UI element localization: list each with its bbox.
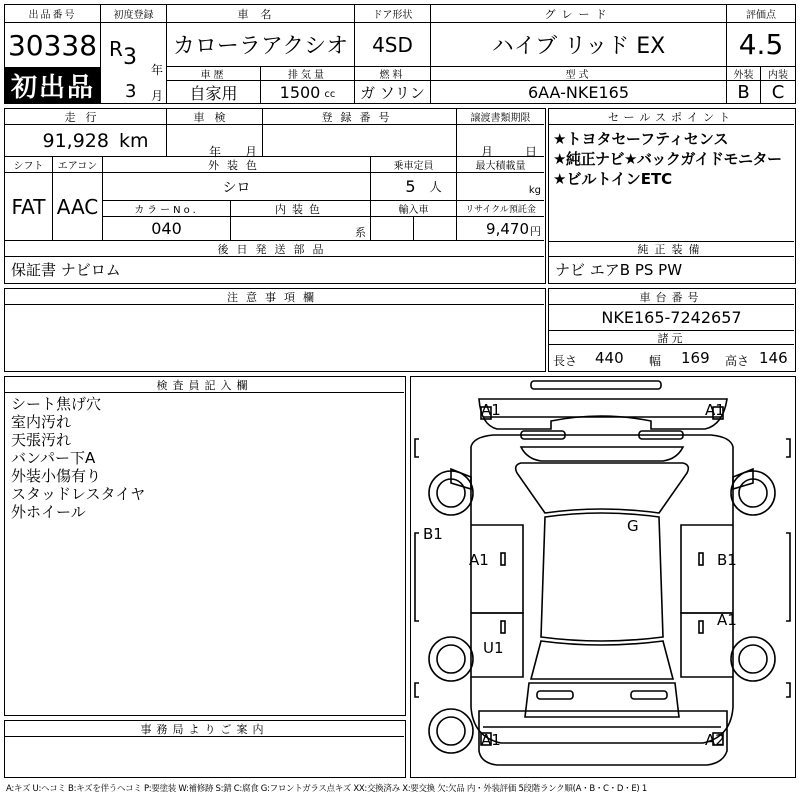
car-diagram — [411, 377, 794, 776]
left-front-handle — [501, 553, 505, 565]
car-name: カローラアクシオ — [167, 23, 355, 67]
first-reg-month: 3 — [125, 81, 137, 102]
fuel-label: 燃料 — [355, 67, 431, 81]
header-block — [4, 4, 796, 104]
damage-mark: B1 — [717, 551, 737, 569]
int-color-label: 内装色 — [231, 201, 371, 217]
import-cell-a — [371, 217, 414, 241]
recycle-label: リサイクル預託金 — [457, 201, 544, 217]
later-parts-value: 保証書 ナビロム — [11, 261, 121, 279]
grade-label: グレード — [431, 5, 727, 23]
door-label: ドア形状 — [355, 5, 431, 23]
lot-number: 30338 — [5, 23, 101, 67]
front-bumper-bar — [531, 381, 661, 389]
spare-wheel-inner — [437, 717, 465, 745]
import-label: 輸入車 — [371, 201, 457, 217]
displacement-label: 排気量 — [261, 67, 355, 81]
front-bumper-outline — [479, 399, 727, 429]
wheel-rear-right — [731, 637, 775, 681]
max-load-cell — [457, 173, 544, 201]
bracket-left-mid — [415, 533, 419, 621]
recycle-cell — [457, 217, 544, 241]
height-value: 146 — [759, 349, 788, 367]
office-label: 事務局よりご案内 — [5, 721, 404, 737]
inspection-year-unit: 年 — [209, 145, 222, 159]
mileage-unit: km — [118, 129, 149, 152]
legend: A:キズ U:ヘコミ B:キズを伴うヘコミ P:要塗装 W:補修跡 S:錆 C:腐食 G:フロントガラス点キズ XX:交換済み X:要交換 欠:欠品 内・外装評価 5段階ランク順(A・B・C・D・E) 1 — [6, 784, 647, 794]
fuel-value: ガ ソリン — [355, 81, 431, 103]
inspection-month-unit: 月 — [245, 145, 258, 159]
transfer-month-unit: 月 — [481, 145, 494, 159]
taillight-left — [537, 691, 573, 699]
exterior-score: B — [727, 81, 761, 103]
roof — [541, 513, 663, 641]
shift-label: シフト — [5, 157, 53, 173]
equipment-value: ナビ エアB PS PW — [555, 261, 683, 279]
int-color-unit: 系 — [355, 225, 366, 239]
windshield — [516, 463, 689, 513]
right-rear-handle — [699, 621, 703, 633]
capacity-unit: 人 — [429, 180, 442, 194]
max-load-unit: kg — [528, 185, 541, 196]
inspector-line: バンパー下A — [11, 449, 96, 467]
interior-score: C — [771, 81, 785, 103]
sales-points-block — [548, 108, 796, 284]
damage-mark: B1 — [423, 525, 443, 543]
inspector-notes — [11, 395, 145, 521]
year-unit: 年 — [151, 63, 164, 77]
score-value: 4.5 — [727, 23, 795, 67]
bracket-left-bot — [415, 683, 419, 697]
left-rear-handle — [501, 621, 505, 633]
mileage-value: 91,928 — [42, 129, 109, 152]
color-no-value: 040 — [103, 217, 231, 241]
score-label: 評価点 — [727, 5, 795, 23]
dims-label: 諸元 — [549, 331, 794, 345]
taillight-right — [631, 691, 667, 699]
damage-mark: A1 — [705, 401, 725, 419]
notes-block — [4, 288, 546, 372]
transfer-label: 譲渡書類期限 — [457, 109, 544, 125]
bracket-right-mid — [786, 533, 790, 621]
exterior-label: 外装 — [727, 67, 761, 81]
body-outline — [471, 435, 733, 743]
wheel-rear-right-inner — [739, 645, 767, 673]
inspector-line: 室内汚れ — [11, 413, 72, 431]
bracket-right-bot — [786, 683, 790, 697]
sales-points-list — [553, 129, 793, 189]
grade-value: ハイブ リッド EX — [431, 23, 727, 67]
ac-label: エアコン — [53, 157, 103, 173]
displacement-unit: cc — [324, 88, 336, 100]
rear-window — [531, 641, 673, 679]
sales-point-item: ★トヨタセーフティセンス — [553, 130, 729, 148]
first-reg-year: 3 — [123, 45, 137, 70]
first-reg-label: 初度登録 — [101, 5, 167, 23]
damage-mark: U1 — [483, 639, 504, 657]
inspector-line: シート焦げ穴 — [11, 395, 102, 413]
reg-number-label: 登録番号 — [263, 109, 457, 125]
dims-row — [553, 349, 793, 369]
notes-label: 注意事項欄 — [5, 289, 544, 305]
height-label: 高さ — [725, 354, 750, 368]
left-front-door — [471, 525, 523, 613]
wheel-rear-left-inner — [437, 645, 465, 673]
month-unit: 月 — [151, 89, 164, 103]
max-load-label: 最大積載量 — [457, 157, 544, 173]
inspector-line: スタッドレスタイヤ — [11, 485, 146, 503]
reg-number-cell — [263, 125, 457, 157]
chassis-label: 車台番号 — [549, 289, 794, 305]
details-block — [4, 108, 546, 284]
first-listing-badge: 初出品 — [5, 67, 101, 103]
history-value: 自家用 — [167, 81, 261, 103]
trunk — [525, 683, 679, 717]
width-label: 幅 — [649, 354, 662, 368]
capacity-value: 5 — [405, 177, 416, 196]
model-label: 型式 — [431, 67, 727, 81]
inspector-label: 検査員記入欄 — [5, 377, 404, 393]
lot-number-label: 出品番号 — [5, 5, 101, 23]
displacement-cell — [261, 81, 355, 103]
damage-mark: A1 — [717, 611, 737, 629]
equipment-label: 純正装備 — [549, 241, 794, 257]
width-value: 169 — [681, 349, 710, 367]
inspector-line: 天張汚れ — [11, 431, 72, 449]
int-color-cell — [231, 217, 371, 241]
damage-mark: G — [627, 517, 639, 535]
spare-wheel — [429, 709, 473, 753]
damage-map — [410, 376, 796, 778]
rear-bumper-outline — [479, 711, 727, 765]
length-value: 440 — [595, 349, 624, 367]
inspector-line: 外装小傷有り — [11, 467, 102, 485]
damage-mark: A1 — [469, 551, 489, 569]
damage-mark: A1 — [481, 731, 501, 749]
sales-point-item: ★純正ナビ★バックガイドモニター — [553, 150, 782, 168]
wheel-rear-left — [429, 637, 473, 681]
inspector-block — [4, 376, 406, 716]
shift-value: FAT — [5, 173, 53, 241]
mileage-cell — [5, 125, 167, 157]
later-parts-label: 後日発送部品 — [5, 241, 544, 257]
recycle-unit: 円 — [530, 224, 541, 238]
ext-color-label: 外装色 — [103, 157, 371, 173]
right-front-door — [681, 525, 733, 613]
history-label: 車歴 — [167, 67, 261, 81]
right-front-handle — [699, 553, 703, 565]
bracket-right-top — [786, 439, 790, 457]
length-label: 長さ — [553, 354, 578, 368]
windshield-wiper-area — [521, 447, 683, 461]
door-value: 4SD — [355, 23, 431, 67]
displacement-value: 1500 — [279, 82, 321, 102]
ac-value: AAC — [53, 173, 103, 241]
capacity-cell — [371, 173, 457, 201]
mileage-label: 走行 — [5, 109, 167, 125]
color-no-label: カラーNo. — [103, 201, 231, 217]
transfer-day-unit: 日 — [525, 145, 538, 159]
office-block — [4, 720, 406, 778]
inspection-label: 車検 — [167, 109, 263, 125]
model-value: 6AA-NKE165 — [431, 81, 727, 103]
sales-point-item: ★ビルトインETC — [553, 170, 673, 188]
ext-color-value: シロ — [103, 173, 371, 201]
interior-label: 内装 — [761, 67, 795, 81]
import-cell-b — [414, 217, 457, 241]
bracket-left-top — [415, 439, 419, 457]
chassis-block — [548, 288, 796, 372]
car-name-label: 車名 — [167, 5, 355, 23]
inspector-line: 外ホイール — [11, 503, 86, 521]
recycle-value: 9,470 — [486, 219, 529, 238]
damage-mark: A1 — [481, 401, 501, 419]
era: R — [109, 37, 123, 61]
damage-mark: A2 — [705, 731, 725, 749]
sales-points-label: セールスポイント — [549, 109, 794, 125]
chassis-value: NKE165-7242657 — [549, 305, 794, 331]
capacity-label: 乗車定員 — [371, 157, 457, 173]
